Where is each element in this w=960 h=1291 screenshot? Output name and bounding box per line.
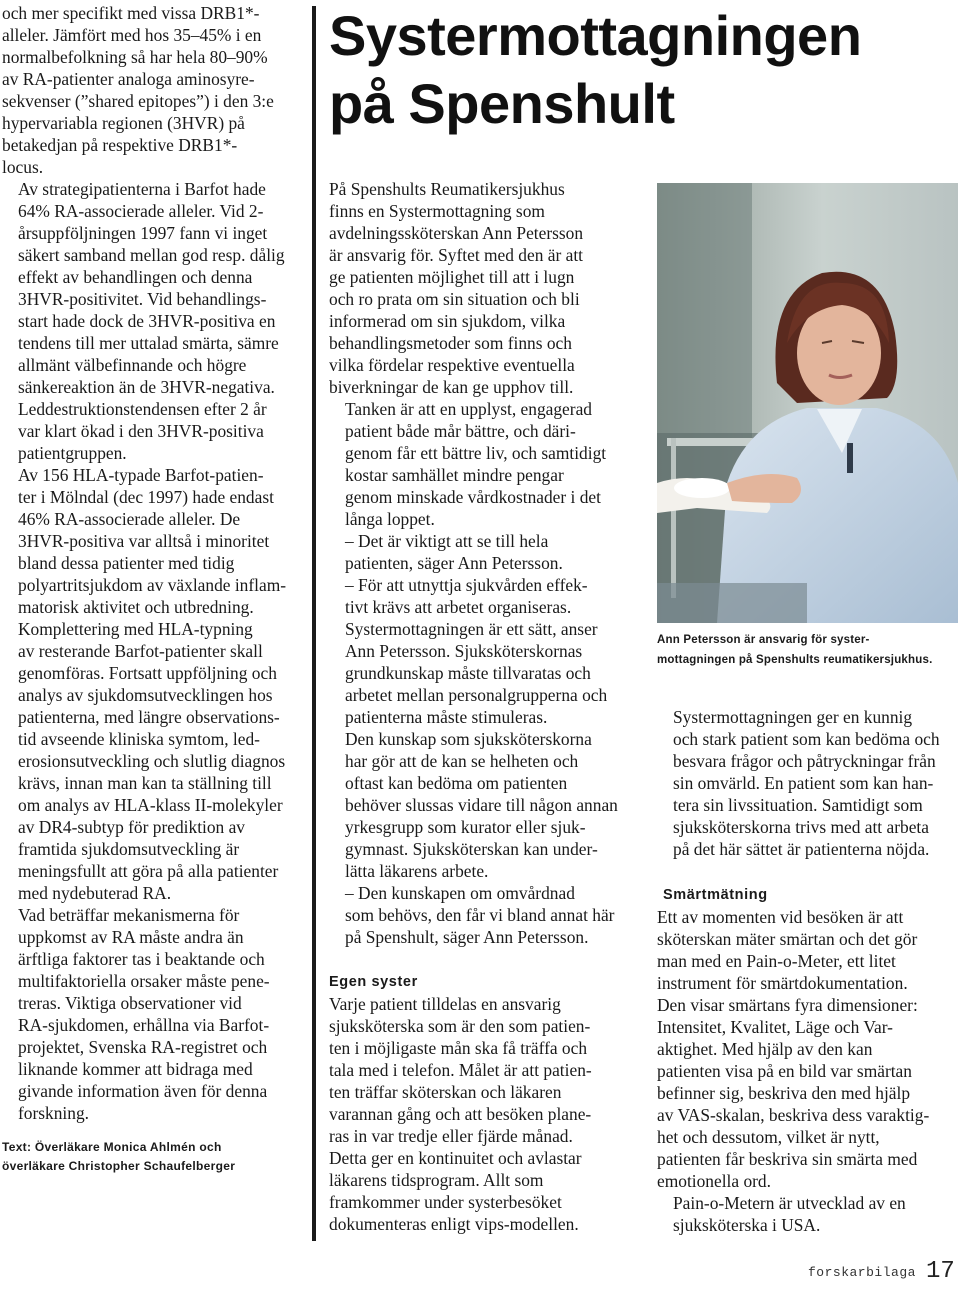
mid-paragraph-2: Tanken är att en upplyst, engagerad patient både mår bättre, och däri- genom får ett bättre liv, och samtidigt kostar samhället mindre pengar genom minskade vårdkostnader i det långa loppet. <box>345 399 607 529</box>
headline-line-1: Systermottagningen <box>329 4 862 67</box>
right-paragraph-3: Pain-o-Metern är utvecklad av en sjuksköterska i USA. <box>673 1193 906 1235</box>
left-paragraph-5: Vad beträffar mekanismerna för uppkomst av RA måste andra än ärftliga faktorer tas i beaktande och multifaktoriella orsaker måste pene- treras. Viktiga observationer vid RA-sjukdomen, erhållna via Barfot- projektet, Svenska RA-registret och liknande kommer att bidraga med givande information även för denna forskning. <box>18 905 270 1123</box>
middle-column <box>329 178 635 1235</box>
subhead-egen-syster: Egen syster <box>329 974 418 990</box>
nurse-photo <box>657 183 958 623</box>
footer-section-label: forskarbilaga <box>808 1265 916 1280</box>
left-paragraph-2: Av strategipatienterna i Barfot hade 64% RA-associerade alleler. Vid 2- årsuppföljningen 1997 fann vi inget säkert samband mellan god resp. dålig effekt av behandlingen och denna 3HVR-positivitet. Vid behandlings- start hade dock de 3HVR-positiva en tendens till mer uttalad smärta, sämre allmänt välbefinnande och högre sänkereaktion än de 3HVR-negativa. Leddestruktionstendensen efter 2 år var klart ökad i den 3HVR-positiva patientgruppen. <box>18 179 285 463</box>
headline-line-2: på Spenshult <box>329 72 675 135</box>
photo-caption: Ann Petersson är ansvarig för syster- mottagningen på Spenshults reumatikersjukhus. <box>657 634 933 666</box>
right-paragraph-2: Ett av momenten vid besöken är att sköterskan mäter smärtan och det gör man med en Pain-o-Meter, ett litet instrument för smärtdokumentation. Den visar smärtans fyra dimensioner: Intensitet, Kvalitet, Läge och Var- aktighet. Med hjälp av den kan patienten visa på en bild var smärtan befinner sig, beskriva den med hjälp av VAS-skalan, beskriva dess varaktig- het och dessutom, vilket är nytt, patienten får beskriva sin smärta med emotionella ord. <box>657 907 930 1191</box>
mid-paragraph-1: På Spenshults Reumatikersjukhus finns en Systermottagning som avdelningssköterskan Ann Petersson är ansvarig för. Syftet med den är att ge patienten möjlighet till att i lugn och ro prata om sin situation och bli informerad om sin sjukdom, vilka behandlingsmetoder som finns och vilka fördelar respektive eventuella biverkningar de kan ge upphov till. <box>329 179 584 397</box>
mid-paragraph-3: – Det är viktigt att se till hela patienten, säger Ann Petersson. <box>345 531 563 573</box>
column-divider-rule <box>312 6 316 1241</box>
article-headline <box>329 2 861 138</box>
left-paragraph-1: och mer specifikt med vissa DRB1*- alleler. Jämfört med hos 35–45% i en normalbefolkning så har hela 80–90% av RA-patienter analoga aminosyre- sekvenser (”shared epitopes”) i den 3:e hypervariabla regionen (3HVR) på betakedjan på respektive DRB1*- locus. <box>2 3 274 177</box>
mid-paragraph-4: – För att utnyttja sjukvården effek- tivt krävs att arbetet organiseras. Systermottagningen är ett sätt, anser Ann Petersson. Sjuksköterskornas grundkunskap måste tillvaratas och arbetet mellan personalgrupperna och patienterna måste stimuleras. Den kunskap som sjuksköterskorna har gör att de kan se helheten och oftast kan bedöma om patienten behöver slussas vidare till någon annan yrkesgrupp som kurator eller sjuk- gymnast. Sjuksköterskan kan under- lätta läkarens arbete. <box>345 575 618 881</box>
mid-paragraph-5: – Den kunskapen om omvårdnad som behövs, den får vi bland annat här på Spenshult, säger Ann Petersson. <box>345 883 615 947</box>
left-paragraph-3: Av 156 HLA-typade Barfot-patien- ter i Mölndal (dec 1997) hade endast 46% RA-associerade alleler. De 3HVR-positiva var alltså i minoritet bland dessa patienter med tidig polyartritsjukdom av växlande inflam- matorisk aktivitet och utbredning. <box>18 465 287 617</box>
right-paragraph-1: Systermottagningen ger en kunnig och stark patient som kan bedöma och besvara frågor och påtryckningar från sin omvärld. En patient som kan han- tera sin livssituation. Samtidigt som sjuksköterskorna trivs med att arbeta på det här sättet är patienterna nöjda. <box>673 707 940 859</box>
subhead-smartmatning: Smärtmätning <box>663 887 768 903</box>
mid-paragraph-6: Varje patient tilldelas en ansvarig sjuksköterska som är den som patien- ten i möjligaste mån ska få träffa och tala med i telefon. Målet är att patien- ten träffar sköterskan och läkaren varannan gång och att besöken plane- ras in var tredje eller fjärde månad. Detta ger en kontinuitet och avlastar läkarens tidsprogram. Allt som framkommer under systerbesöket dokumenteras enligt vips-modellen. <box>329 994 592 1234</box>
nurse-photo-illustration <box>657 183 958 623</box>
right-column <box>657 706 957 1236</box>
left-column <box>2 2 302 1176</box>
author-byline: Text: Överläkare Monica Ahlmén och överläkare Christopher Schaufelberger <box>2 1140 236 1173</box>
page-number: 17 <box>926 1258 955 1285</box>
left-paragraph-4: Komplettering med HLA-typning av resterande Barfot-patienter skall genomföras. Fortsatt uppföljning och analys av sjukdomsutvecklingen hos patienterna, med längre observations- tid avseende kliniska symtom, led- erosionsutveckling och slutlig diagnos krävs, innan man kan ta ställning till om analys av HLA-klass II-molekyler av DR4-subtyp för prediktion av framtida sjukdomsutveckling är meningsfullt att göra på alla patienter med nydebuterad RA. <box>18 619 286 903</box>
